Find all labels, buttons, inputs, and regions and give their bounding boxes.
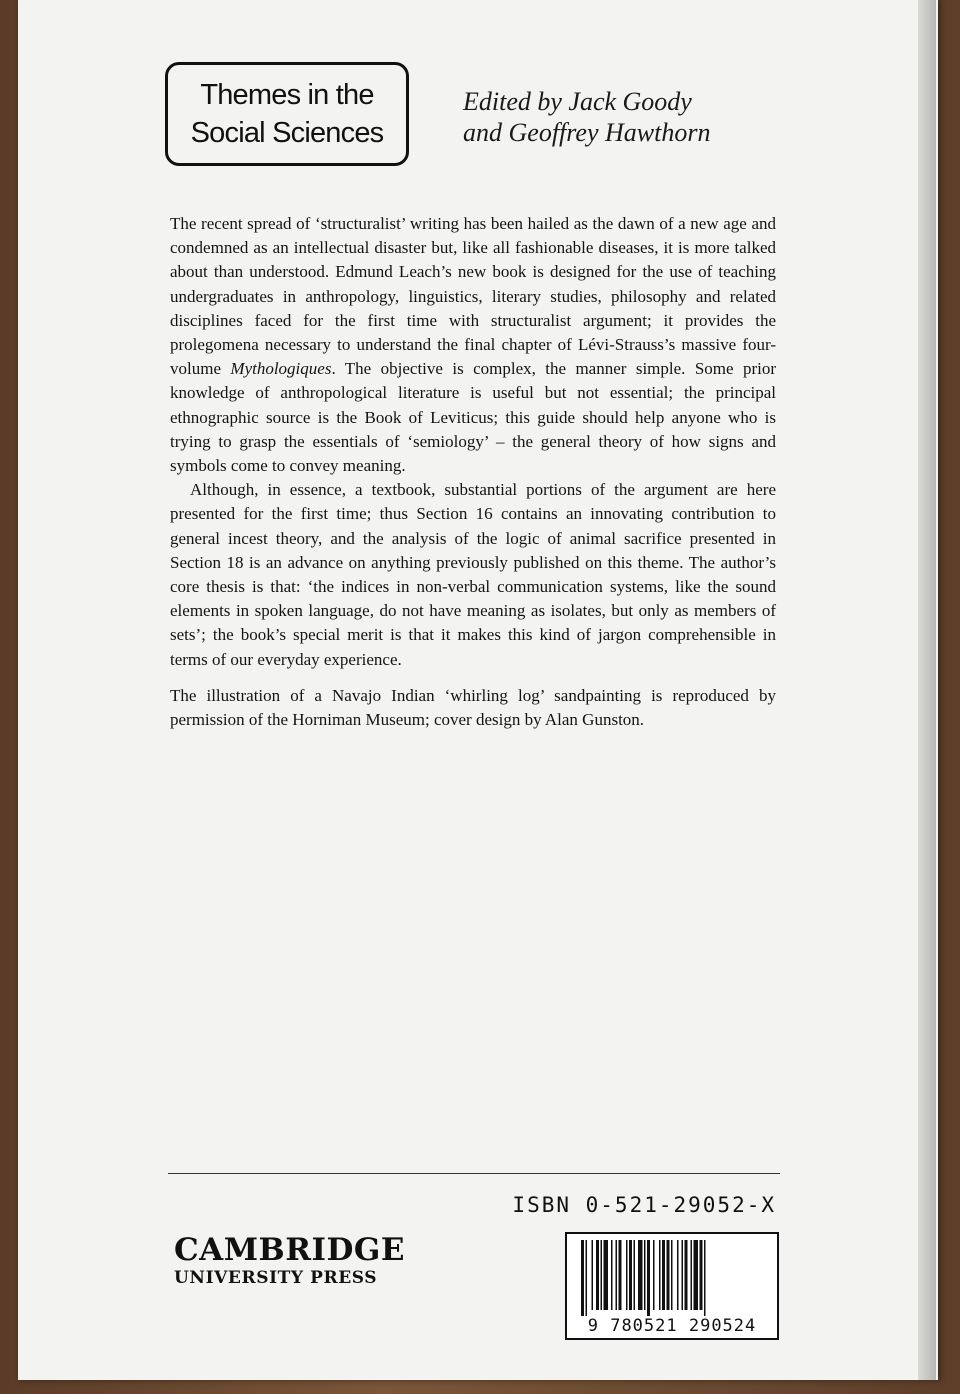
- barcode-bar: [659, 1240, 661, 1310]
- barcode-bar: [682, 1240, 684, 1310]
- barcode-bar: [581, 1240, 584, 1316]
- barcode-bar: [629, 1240, 632, 1310]
- barcode-bar: [601, 1240, 603, 1310]
- book-page-edge: [918, 0, 936, 1380]
- paragraph-1-text-start: The recent spread of ‘structuralist’ writing has been hailed as the dawn of a new age and condemned as an intellectual disaster but, like all fashionable diseases, it is more talked about than understood. Edmund Leach’s new book is designed for the use of teaching undergraduates in anthropology, linguistics, literary studies, philosophy and related disciplines faced for the first time with structuralist argument; it provides the prolegomena necessary to understand the final chapter of Lévi-Strauss’s massive four-volume: [170, 214, 776, 379]
- barcode-bar: [667, 1240, 670, 1310]
- description-paragraph-1: [170, 212, 776, 478]
- editors-line-1: Edited by Jack Goody: [463, 87, 692, 116]
- barcode-bar: [691, 1240, 693, 1310]
- barcode-bar: [626, 1240, 628, 1310]
- barcode-bar: [586, 1240, 588, 1316]
- isbn-barcode: [565, 1232, 779, 1340]
- paragraph-1-book-title: Mythologiques: [230, 359, 332, 379]
- barcode-bar: [653, 1240, 655, 1310]
- barcode-bar: [671, 1240, 673, 1310]
- barcode-bar: [638, 1240, 643, 1310]
- publisher-logo: [174, 1232, 414, 1288]
- barcode-bar: [611, 1240, 613, 1310]
- barcode-bar: [592, 1240, 594, 1310]
- publisher-subtitle: UNIVERSITY PRESS: [174, 1268, 378, 1288]
- barcode-bar: [704, 1240, 706, 1316]
- book-description: [170, 212, 776, 732]
- illustration-credit: The illustration of a Navajo Indian ‘whirling log’ sandpainting is reproduced by permission of the Horniman Museum; cover design by Alan Gunston.: [170, 685, 776, 730]
- barcode-bar: [634, 1240, 636, 1310]
- barcode-bar: [694, 1240, 699, 1310]
- series-title-line-2: Social Sciences: [190, 117, 384, 149]
- divider-rule: [168, 1173, 780, 1174]
- barcode-number: 9 780521 290524: [587, 1316, 757, 1336]
- publisher-name: CAMBRIDGE: [174, 1232, 405, 1268]
- barcode-bar: [644, 1240, 646, 1310]
- barcode-bar: [596, 1240, 599, 1310]
- paragraph-1-text-end: . The objective is complex, the manner simple. Some prior knowledge of anthropological literature is useful but not essential; the principal ethnographic source is the Book of Leviticus; this guide should help anyone who is trying to grasp the essentials of ‘semiology’ – the general theory of how signs and symbols come to convey meaning.: [170, 359, 776, 476]
- barcode-bar: [677, 1240, 679, 1310]
- isbn-text: ISBN 0-521-29052-X: [512, 1193, 776, 1217]
- barcode-bar: [616, 1240, 618, 1310]
- editors-credit: [463, 86, 783, 148]
- editors-line-2: and Geoffrey Hawthorn: [463, 118, 711, 147]
- barcode-bar: [604, 1240, 609, 1310]
- series-logo: [165, 62, 409, 166]
- barcode-bar: [685, 1240, 688, 1310]
- description-paragraph-2: Although, in essence, a textbook, substantial portions of the argument are here presented for the first time; thus Section 16 contains an innovating contribution to general incest theory, and the analysis of the logic of animal sacrifice presented in Section 18 is an advance on anything previously published on this theme. The author’s core thesis is that: ‘the indices in non-verbal communication systems, like the sound elements in spoken language, do not have meaning as isolates, but only as members of sets’; the book’s special merit is that it makes this kind of jargon comprehensible in terms of our everyday experience.: [170, 480, 776, 669]
- barcode-bar: [619, 1240, 622, 1310]
- barcode-bar: [662, 1240, 665, 1310]
- series-title-line-1: Themes in the: [200, 79, 374, 111]
- barcode-bar: [700, 1240, 703, 1310]
- barcode-bar: [647, 1240, 650, 1316]
